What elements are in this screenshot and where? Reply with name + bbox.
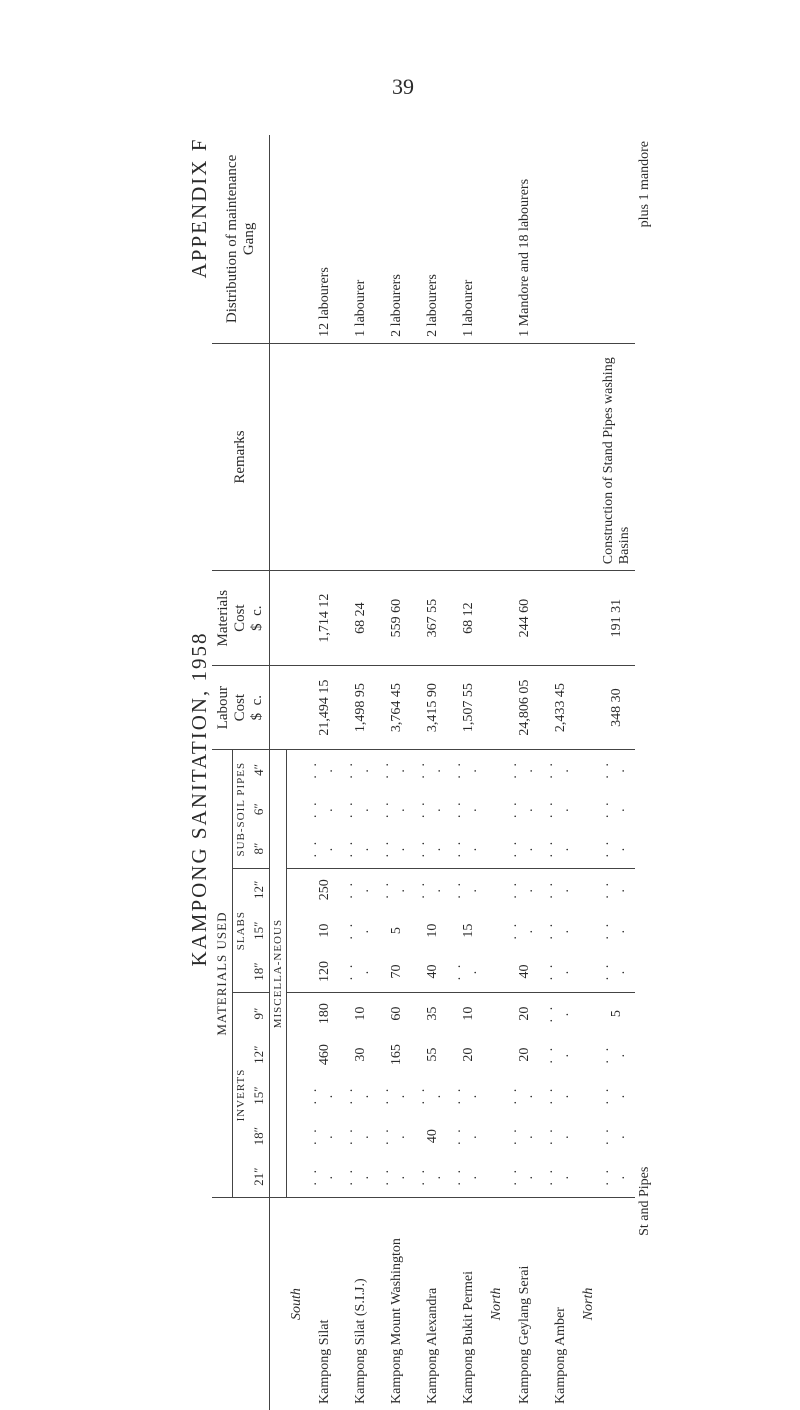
table-row [543, 135, 579, 1410]
sub-soil-pipes-header: SUB-SOIL PIPES [233, 750, 250, 869]
sub-6-cell: · · · [599, 790, 635, 829]
materials-cost-cell: 559 60 [379, 571, 415, 666]
sub-6-cell: · · · [507, 790, 543, 829]
table-row [599, 135, 635, 1410]
inv-12-cell: · · · [543, 1034, 579, 1075]
invert-size-15: 15″ [249, 1075, 270, 1116]
slab-12-cell: · · · [415, 869, 451, 911]
place-name: Kampong Silat [307, 1198, 343, 1410]
gang-cell [579, 135, 599, 343]
slab-15-cell [487, 910, 507, 951]
slab-12-cell [579, 869, 599, 911]
inv-15-cell: · · · [507, 1075, 543, 1116]
page-number: 39 [392, 74, 414, 100]
materials-currency [249, 577, 266, 659]
notes-row [635, 135, 655, 1410]
labour-cost-cell [287, 666, 307, 750]
sub-6-cell: · · · [415, 790, 451, 829]
labour-cents-sign: c. [249, 695, 265, 705]
slab-18-cell: 120 [307, 951, 343, 993]
invert-size-9: 9″ [249, 993, 270, 1035]
inv-9-cell: 35 [415, 993, 451, 1035]
remarks-cell [487, 343, 507, 570]
subsoil-size-4: 4″ [249, 750, 270, 790]
slab-12-cell: · · · [599, 869, 635, 911]
gang-cell: 1 Mandore and 18 labourers [507, 135, 543, 343]
inv-9-cell [487, 993, 507, 1035]
inv-9-cell: 20 [507, 993, 543, 1035]
slab-18-cell: · · · [599, 951, 635, 993]
materials-used-header: MATERIALS USED [212, 750, 233, 1198]
inv-18-cell [579, 1116, 599, 1157]
inv-15-cell: · · · [451, 1075, 487, 1116]
region-row [287, 135, 307, 1410]
remarks-cell [415, 343, 451, 570]
sub-8-cell [487, 829, 507, 869]
inv-18-cell: · · · [599, 1116, 635, 1157]
labour-dollar-sign: $ [249, 713, 265, 721]
inv-18-cell: · · · [451, 1116, 487, 1157]
inv-21-cell: · · · [343, 1156, 379, 1197]
slabs-header: SLABS [233, 869, 250, 993]
slab-15-cell: 5 [379, 910, 415, 951]
region-label: North [579, 1198, 599, 1410]
slab-18-cell [287, 951, 307, 993]
sub-6-cell: · · · [343, 790, 379, 829]
place-column-header [212, 1198, 270, 1410]
materials-cost-cell: 191 31 [599, 571, 635, 666]
subsoil-size-8: 8″ [249, 829, 270, 869]
materials-cost-cell: 367 55 [415, 571, 451, 666]
materials-spacer [270, 571, 287, 666]
sub-8-cell: · · · [415, 829, 451, 869]
slab-18-cell: · · · [543, 951, 579, 993]
inv-9-cell: 5 [599, 993, 635, 1035]
slab-15-cell [287, 910, 307, 951]
labour-currency [249, 672, 266, 743]
inv-18-cell [287, 1116, 307, 1157]
remarks-cell [543, 343, 579, 570]
remarks-spacer [270, 343, 287, 570]
labour-cost-label: Labour Cost [215, 672, 249, 743]
sub-4-cell [287, 750, 307, 790]
labour-spacer [270, 666, 287, 750]
materials-cost-cell [287, 571, 307, 666]
sub-8-cell: · · · [343, 829, 379, 869]
inv-21-cell: · · · [379, 1156, 415, 1197]
remarks-cell [379, 343, 415, 570]
remarks-cell: Construction of Stand Pipes washing Basins [599, 343, 635, 570]
slab-15-cell: · · · [543, 910, 579, 951]
inv-15-cell: · · · [599, 1075, 635, 1116]
gang-cell: 1 labourer [451, 135, 487, 343]
sub-4-cell: · · · [415, 750, 451, 790]
inv-15-cell: · · · [415, 1075, 451, 1116]
inv-18-cell: 40 [415, 1116, 451, 1157]
table-row [507, 135, 543, 1410]
remarks-cell [507, 343, 543, 570]
inv-12-cell: 30 [343, 1034, 379, 1075]
inv-12-cell: · · · [599, 1034, 635, 1075]
invert-size-12: 12″ [249, 1034, 270, 1075]
labour-cost-header [212, 666, 270, 750]
slab-12-cell: · · · [507, 869, 543, 911]
inv-12-cell: 165 [379, 1034, 415, 1075]
sub-8-cell: · · · [599, 829, 635, 869]
slab-15-cell: 15 [451, 910, 487, 951]
table-row [451, 135, 487, 1410]
sub-4-cell: · · · [451, 750, 487, 790]
place-name: Kampong Silat (S.I.J.) [343, 1198, 379, 1410]
inv-12-cell: 460 [307, 1034, 343, 1075]
inv-12-cell: 20 [451, 1034, 487, 1075]
inv-21-cell: · · · [415, 1156, 451, 1197]
inv-21-cell [487, 1156, 507, 1197]
inv-12-cell [487, 1034, 507, 1075]
sanitation-table [212, 135, 655, 1410]
materials-dollar-sign: $ [249, 623, 265, 631]
slab-15-cell: · · · [599, 910, 635, 951]
inv-21-cell: · · · [451, 1156, 487, 1197]
sub-4-cell: · · · [379, 750, 415, 790]
inv-12-cell: 55 [415, 1034, 451, 1075]
inv-15-cell: · · · [307, 1075, 343, 1116]
remarks-cell [307, 343, 343, 570]
inv-15-cell [287, 1075, 307, 1116]
slab-15-cell: 10 [415, 910, 451, 951]
place-name: Kampong Geylang Serai [507, 1198, 543, 1410]
stand-pipes-fragment: St and Pipes [635, 993, 655, 1410]
inv-9-cell: · · · [543, 993, 579, 1035]
slab-18-cell: 70 [379, 951, 415, 993]
sub-8-cell [579, 829, 599, 869]
invert-size-18: 18″ [249, 1116, 270, 1157]
subsoil-size-6: 6″ [249, 790, 270, 829]
inv-18-cell: · · · [343, 1116, 379, 1157]
inv-18-cell: · · · [507, 1116, 543, 1157]
inv-9-cell: 60 [379, 993, 415, 1035]
inv-12-cell [287, 1034, 307, 1075]
place-name: Kampong Mount Washington [379, 1198, 415, 1410]
inv-15-cell: · · · [343, 1075, 379, 1116]
slab-size-12: 12″ [249, 869, 270, 911]
slab-12-cell: · · · [343, 869, 379, 911]
region-label: South [287, 1198, 307, 1410]
slab-15-cell [579, 910, 599, 951]
place-name: Kampong Amber [543, 1198, 579, 1410]
sub-8-cell: · · · [507, 829, 543, 869]
remarks-cell [579, 343, 599, 570]
place-name: Kampong Alexandra [415, 1198, 451, 1410]
inv-21-cell [579, 1156, 599, 1197]
inv-18-cell: · · · [307, 1116, 343, 1157]
slab-18-cell: 40 [507, 951, 543, 993]
slab-18-cell: · · · [451, 951, 487, 993]
inv-21-cell: · · · [599, 1156, 635, 1197]
slab-12-cell: · · · [543, 869, 579, 911]
sub-8-cell: · · · [451, 829, 487, 869]
sub-8-cell: · · · [307, 829, 343, 869]
invert-size-21: 21″ [249, 1156, 270, 1197]
sanitation-table-wrapper [212, 135, 682, 1410]
slab-18-cell: · · · [343, 951, 379, 993]
inverts-header: INVERTS [233, 993, 250, 1198]
remarks-cell [451, 343, 487, 570]
materials-cost-header [212, 571, 270, 666]
sub-8-cell: · · · [543, 829, 579, 869]
table-row [379, 135, 415, 1410]
table-row [343, 135, 379, 1410]
inv-9-cell: 10 [343, 993, 379, 1035]
inv-18-cell: · · · [543, 1116, 579, 1157]
inv-21-cell: · · · [307, 1156, 343, 1197]
page-title: KAMPONG SANITATION, 1958 [187, 559, 213, 1039]
gang-cell: 1 labourer [343, 135, 379, 343]
distribution-header: Distribution of maintenance Gang [212, 135, 270, 343]
table-body [287, 135, 655, 1410]
labour-cost-cell: 348 30 [599, 666, 635, 750]
gang-cell [543, 135, 579, 343]
inv-15-cell: · · · [543, 1075, 579, 1116]
sub-4-cell: · · · [599, 750, 635, 790]
gang-note: plus 1 mandore [635, 135, 655, 993]
labour-cost-cell: 1,498 95 [343, 666, 379, 750]
inv-9-cell: 10 [451, 993, 487, 1035]
slab-12-cell: · · · [379, 869, 415, 911]
labour-cost-cell: 3,764 45 [379, 666, 415, 750]
remarks-cell [287, 343, 307, 570]
place-name: Kampong Bukit Permei [451, 1198, 487, 1410]
gang-cell: 12 labourers [307, 135, 343, 343]
slab-15-cell: · · · [507, 910, 543, 951]
region-row [579, 135, 599, 1410]
slab-15-cell: · · · [343, 910, 379, 951]
sub-4-cell [579, 750, 599, 790]
materials-cost-cell: 68 24 [343, 571, 379, 666]
gang-cell: 2 labourers [379, 135, 415, 343]
gang-cell [287, 135, 307, 343]
inv-15-cell [579, 1075, 599, 1116]
gang-cell [487, 135, 507, 343]
materials-cost-cell [579, 571, 599, 666]
sub-6-cell: · · · [307, 790, 343, 829]
sub-4-cell: · · · [507, 750, 543, 790]
labour-cost-cell: 21,494 15 [307, 666, 343, 750]
materials-cost-cell: 68 12 [451, 571, 487, 666]
sub-8-cell: · · · [379, 829, 415, 869]
materials-cents-sign: c. [249, 605, 265, 615]
inv-21-cell: · · · [507, 1156, 543, 1197]
sub-6-cell: · · · [379, 790, 415, 829]
sub-4-cell: · · · [307, 750, 343, 790]
sub-6-cell [287, 790, 307, 829]
sub-6-cell [579, 790, 599, 829]
inv-18-cell: · · · [379, 1116, 415, 1157]
labour-cost-cell: 1,507 55 [451, 666, 487, 750]
slab-15-cell: 10 [307, 910, 343, 951]
slab-12-cell: · · · [451, 869, 487, 911]
inv-18-cell [487, 1116, 507, 1157]
appendix-heading: APPENDIX F [187, 78, 213, 338]
slab-12-cell: 250 [307, 869, 343, 911]
materials-cost-cell [487, 571, 507, 666]
region-label: North [487, 1198, 507, 1410]
misc-spacer [270, 1198, 287, 1410]
table-row [307, 135, 343, 1410]
sub-4-cell: · · · [343, 750, 379, 790]
labour-cost-cell: 3,415 90 [415, 666, 451, 750]
sub-6-cell: · · · [543, 790, 579, 829]
sub-4-cell [487, 750, 507, 790]
slab-18-cell [487, 951, 507, 993]
materials-cost-label: Materials Cost [215, 577, 249, 659]
inv-15-cell [487, 1075, 507, 1116]
gang-cell: 2 labourers [415, 135, 451, 343]
slab-12-cell [487, 869, 507, 911]
inv-12-cell: 20 [507, 1034, 543, 1075]
place-name [599, 1198, 635, 1410]
materials-cost-cell: 244 60 [507, 571, 543, 666]
sub-6-cell: · · · [451, 790, 487, 829]
slab-18-cell: 40 [415, 951, 451, 993]
table-row [415, 135, 451, 1410]
materials-cost-cell: 1,714 12 [307, 571, 343, 666]
slab-size-15: 15″ [249, 910, 270, 951]
region-row [487, 135, 507, 1410]
labour-cost-cell [487, 666, 507, 750]
sub-6-cell [487, 790, 507, 829]
remarks-cell [343, 343, 379, 570]
sub-8-cell [287, 829, 307, 869]
slab-18-cell [579, 951, 599, 993]
sub-4-cell: · · · [543, 750, 579, 790]
gang-cell [599, 135, 635, 343]
inv-21-cell [287, 1156, 307, 1197]
remarks-header: Remarks [212, 343, 270, 570]
labour-cost-cell: 24,806 05 [507, 666, 543, 750]
miscellaneous-header: MISCELLA-NEOUS [270, 750, 287, 1198]
slab-size-18: 18″ [249, 951, 270, 993]
labour-cost-cell: 2,433 45 [543, 666, 579, 750]
inv-9-cell [579, 993, 599, 1035]
inv-12-cell [579, 1034, 599, 1075]
inv-21-cell: · · · [543, 1156, 579, 1197]
inv-15-cell: · · · [379, 1075, 415, 1116]
labour-cost-cell [579, 666, 599, 750]
distribution-spacer [270, 135, 287, 343]
inv-9-cell: 180 [307, 993, 343, 1035]
slab-12-cell [287, 869, 307, 911]
materials-cost-cell [543, 571, 579, 666]
inv-9-cell [287, 993, 307, 1035]
